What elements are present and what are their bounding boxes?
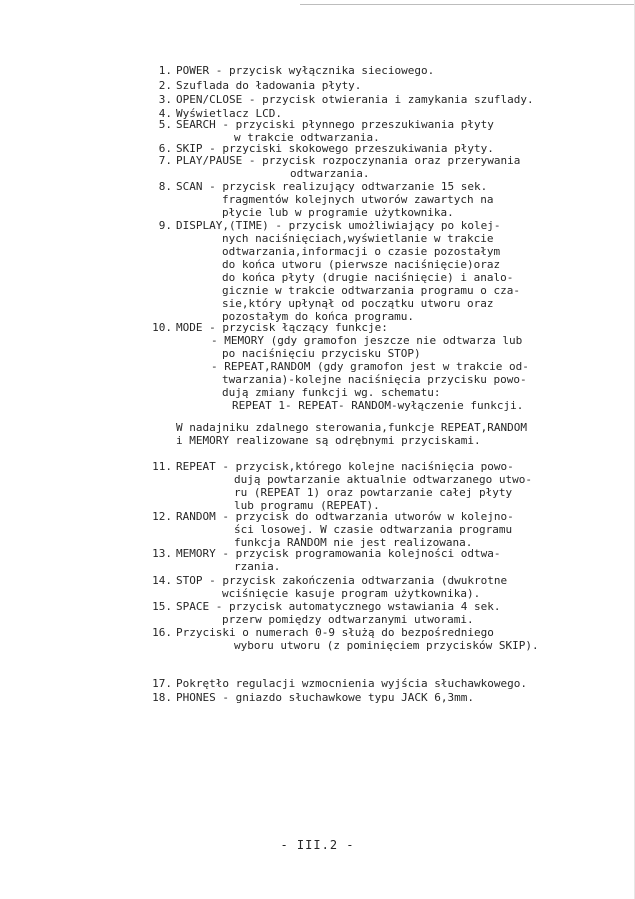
item-text: PHONES - gniazdo słuchawkowe typu JACK 6,3mm.: [176, 691, 475, 704]
item-text: wyboru utworu (z pominięciem przycisków SKIP).: [234, 639, 539, 652]
item-number: 8.: [158, 180, 172, 193]
item-text: Szuflada do ładowania płyty.: [176, 79, 362, 92]
item-number: 12.: [152, 510, 172, 523]
item-text: funkcja RANDOM nie jest realizowana.: [234, 536, 473, 549]
item-text: przerw pomiędzy odtwarzanymi utworami.: [222, 613, 474, 626]
item-text: wciśnięcie kasuje program użytkownika).: [222, 587, 481, 600]
item-number: 10.: [152, 321, 172, 334]
item-number: 2.: [158, 79, 172, 92]
item-text: REPEAT 1- REPEAT- RANDOM-wyłączenie funkcji.: [232, 399, 524, 412]
item-text: dują zmiany funkcji wg. schematu:: [222, 386, 441, 399]
item-text: pozostałym do końca programu.: [222, 310, 415, 323]
item-number: 5.: [158, 118, 172, 131]
item-text: do końca utworu (pierwsze naciśnięcie)oraz: [222, 258, 501, 271]
item-text: fragmentów kolejnych utworów zawartych na: [222, 193, 494, 206]
item-text: nych naciśnięciach,wyświetlanie w trakcie: [222, 232, 494, 245]
item-text: - REPEAT,RANDOM (gdy gramofon jest w trakcie od-: [211, 360, 529, 373]
item-text: RANDOM - przycisk do odtwarzania utworów w kolejno-: [176, 510, 514, 523]
item-text: do końca płyty (drugie naciśnięcie) i analo-: [222, 271, 514, 284]
item-text: SEARCH - przyciski płynnego przeszukiwania płyty: [176, 118, 494, 131]
item-text: rzania.: [234, 560, 281, 573]
item-text: SKIP - przyciski skokowego przeszukiwania płyty.: [176, 142, 494, 155]
item-text: Przyciski o numerach 0-9 służą do bezpośredniego: [176, 626, 494, 639]
note-line: W nadajniku zdalnego sterowania,funkcje REPEAT,RANDOM: [176, 421, 527, 434]
item-text: Pokrętło regulacji wzmocnienia wyjścia słuchawkowego.: [176, 677, 527, 690]
item-text: SCAN - przycisk realizujący odtwarzanie 15 sek.: [176, 180, 488, 193]
item-number: 7.: [158, 154, 172, 167]
item-number: 1.: [158, 64, 172, 77]
item-text: REPEAT - przycisk,którego kolejne naciśnięcia powo-: [176, 460, 514, 473]
item-text: - MEMORY (gdy gramofon jeszcze nie odtwarza lub: [211, 334, 523, 347]
item-text: ści losowej. W czasie odtwarzania programu: [234, 523, 513, 536]
item-number: 18.: [152, 691, 172, 704]
item-text: MEMORY - przycisk programowania kolejności odtwa-: [176, 547, 501, 560]
item-number: 3.: [158, 93, 172, 106]
item-number: 15.: [152, 600, 172, 613]
item-text: w trakcie odtwarzania.: [234, 131, 380, 144]
item-text: POWER - przycisk wyłącznika sieciowego.: [176, 64, 435, 77]
item-text: odtwarzania,informacji o czasie pozostałym: [222, 245, 501, 258]
item-text: ru (REPEAT 1) oraz powtarzanie całej płyty: [234, 486, 513, 499]
item-text: płycie lub w programie użytkownika.: [222, 206, 454, 219]
item-text: SPACE - przycisk automatycznego wstawiania 4 sek.: [176, 600, 501, 613]
note-line: i MEMORY realizowane są odrębnymi przyciskami.: [176, 434, 481, 447]
item-text: gicznie w trakcie odtwarzania programu o cza-: [222, 284, 521, 297]
page-number: - III.2 -: [280, 838, 355, 852]
item-number: 16.: [152, 626, 172, 639]
item-text: STOP - przycisk zakończenia odtwarzania (dwukrotne: [176, 574, 508, 587]
item-number: 4.: [158, 107, 172, 120]
item-number: 6.: [158, 142, 172, 155]
item-number: 14.: [152, 574, 172, 587]
item-text: sie,który upłynął od początku utworu oraz: [222, 297, 494, 310]
item-number: 13.: [152, 547, 172, 560]
item-text: Wyświetlacz LCD.: [176, 107, 282, 120]
item-text: DISPLAY,(TIME) - przycisk umożliwiający po kolej-: [176, 219, 501, 232]
item-text: lub programu (REPEAT).: [234, 499, 380, 512]
item-number: 11.: [152, 460, 172, 473]
item-text: MODE - przycisk łączący funkcje:: [176, 321, 388, 334]
item-number: 17.: [152, 677, 172, 690]
item-text: OPEN/CLOSE - przycisk otwierania i zamykania szuflady.: [176, 93, 534, 106]
item-text: dują powtarzanie aktualnie odtwarzanego utwo-: [234, 473, 533, 486]
item-text: twarzania)-kolejne naciśnięcia przycisku powo-: [222, 373, 527, 386]
item-number: 9.: [158, 219, 172, 232]
item-text: po naciśnięciu przycisku STOP): [222, 347, 421, 360]
item-text: PLAY/PAUSE - przycisk rozpoczynania oraz przerywania: [176, 154, 521, 167]
item-text: odtwarzania.: [290, 167, 370, 180]
